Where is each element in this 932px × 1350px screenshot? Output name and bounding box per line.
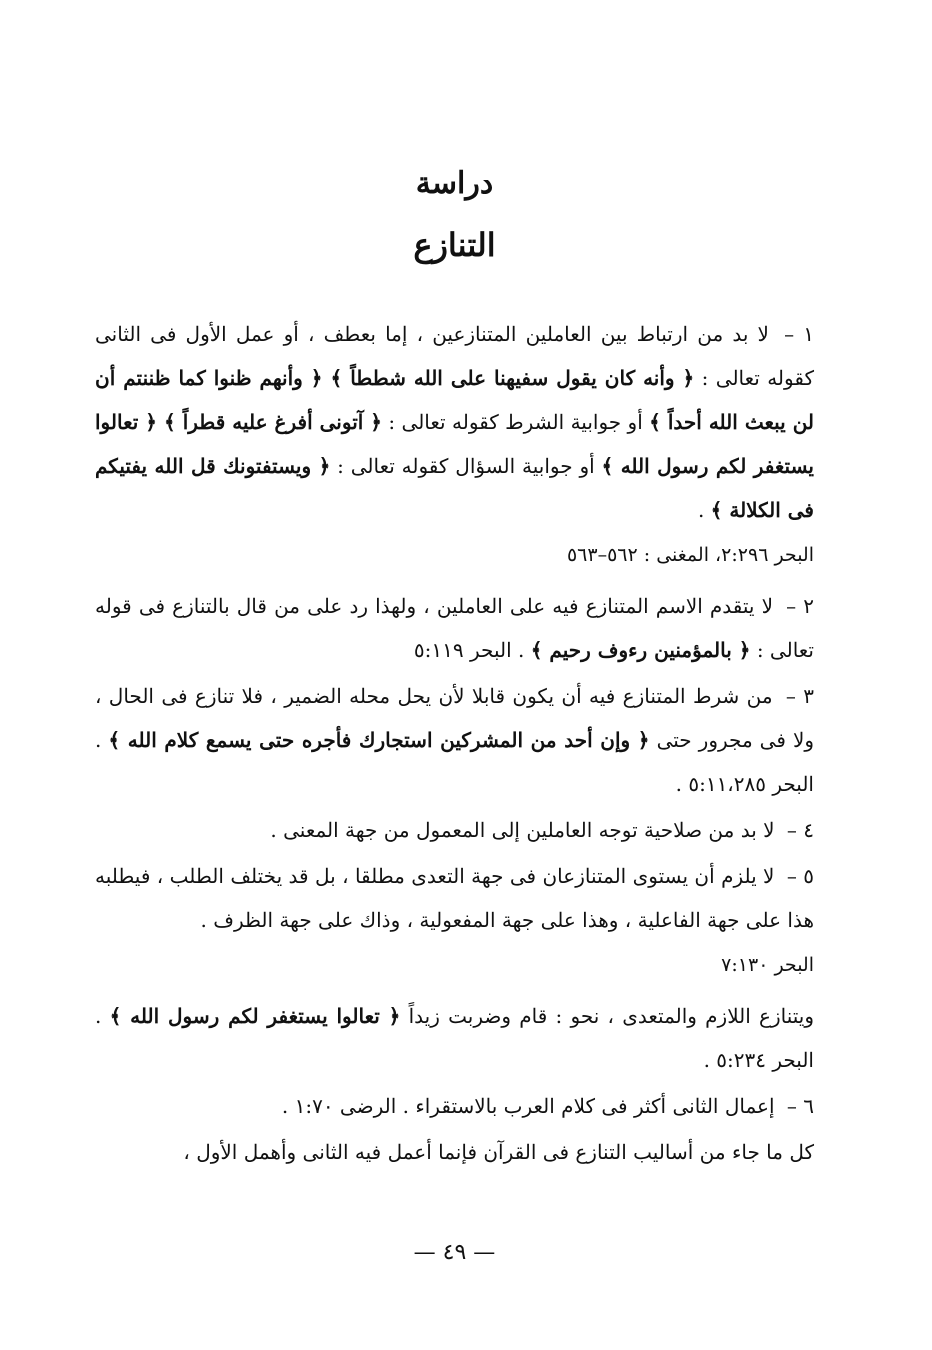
page	[95, 0, 814, 1350]
quran-quote: ﴿ وأنه كان يقول سفيهنا على الله شططاً ﴾ ﴿ وأنهم ظنوا كما ظننتم أن لن يبعث الله أحداً ﴾	[95, 366, 815, 434]
paragraph-text: ويتنازع اللازم والمتعدى ، نحو : قام وضربت زيداً	[408, 1004, 815, 1028]
section-title: دراسة	[415, 166, 494, 201]
paragraph-number: ٢ –	[786, 594, 814, 618]
paragraph-text: لا بد من صلاحية توجه العاملين إلى المعمول من جهة المعنى .	[270, 818, 775, 842]
paragraph-text: أو جوابية السؤال كقوله تعالى :	[337, 454, 595, 478]
paragraph-7	[95, 1084, 814, 1128]
quran-quote: ﴿ بالمؤمنين رءوف رحيم ﴾	[530, 638, 751, 662]
paragraph-text: لا بد من ارتباط بين العاملين المتنازعين ، إما بعطف ، أو عمل الأول فى الثانى كقوله تعالى :	[95, 322, 815, 390]
page-number: — ٤٩ —	[413, 1240, 496, 1265]
paragraph-number: ٣ –	[785, 684, 815, 708]
paragraph-1	[95, 312, 814, 532]
paragraph-3	[95, 674, 814, 806]
paragraph-2	[95, 584, 814, 672]
paragraph-5	[95, 854, 814, 942]
paragraph-text: لا يتقدم الاسم المتنازع فيه على العاملين ، ولهذا رد على من قال بالتنازع فى قوله تعالى :	[95, 594, 814, 662]
section-subtitle: التنازع	[413, 226, 496, 264]
paragraph-text: .	[697, 498, 705, 522]
paragraph-8	[95, 1130, 814, 1174]
quran-quote: ﴿ آتونى أفرغ عليه قطراً ﴾ ﴿ تعالوا يستغفر لكم رسول الله ﴾	[95, 410, 815, 478]
reference: البحر ٧:١٣٠	[721, 954, 814, 976]
quran-quote: ﴿ تعالوا يستغفر لكم رسول الله ﴾	[109, 1004, 401, 1028]
quran-quote: ﴿ ويستفتونك قل الله يفتيكم فى الكلالة ﴾	[95, 454, 814, 522]
paragraph-number: ٤ –	[786, 818, 814, 842]
paragraph-text: أو جوابية الشرط كقوله تعالى :	[388, 410, 643, 434]
paragraph-text: كل ما جاء من أساليب التنازع فى القرآن فإنما أعمل فيه الثانى وأهمل الأول ،	[183, 1140, 814, 1164]
paragraph-text: لا يلزم أن يستوى المتنازعان فى جهة التعدى مطلقا ، بل قد يختلف الطلب ، فيطلبه هذا على جهة الفاعلية ، وهذا على جهة المفعولية ، وذاك على جهة الظرف .	[95, 864, 814, 932]
content	[95, 312, 814, 1176]
paragraph-number: ١ –	[784, 322, 815, 346]
paragraph-4	[95, 808, 814, 852]
paragraph-text: . البحر ٥:٢٣٤ .	[95, 1004, 814, 1072]
reference: البحر ٢:٢٩٦، المغنى : ٥٦٢–٥٦٣	[566, 544, 814, 566]
paragraph-number: ٥ –	[786, 864, 814, 888]
paragraph-6	[95, 994, 814, 1082]
paragraph-text: إعمال الثانى أكثر فى كلام العرب بالاستقراء . الرضى ١:٧٠ .	[281, 1094, 775, 1118]
paragraph-number: ٦ –	[786, 1094, 814, 1118]
quran-quote: ﴿ وإن أحد من المشركين استجارك فأجره حتى يسمع كلام الله ﴾	[108, 728, 650, 752]
paragraph-text: . البحر ٥:١١،٢٨٥ .	[95, 728, 814, 796]
paragraph-text: من شرط المتنازع فيه أن يكون قابلا لأن يحل محله الضمير ، فلا تنازع فى الحال ، ولا فى مجرور حتى	[95, 684, 815, 752]
paragraph-text: . البحر ٥:١١٩	[413, 638, 525, 662]
